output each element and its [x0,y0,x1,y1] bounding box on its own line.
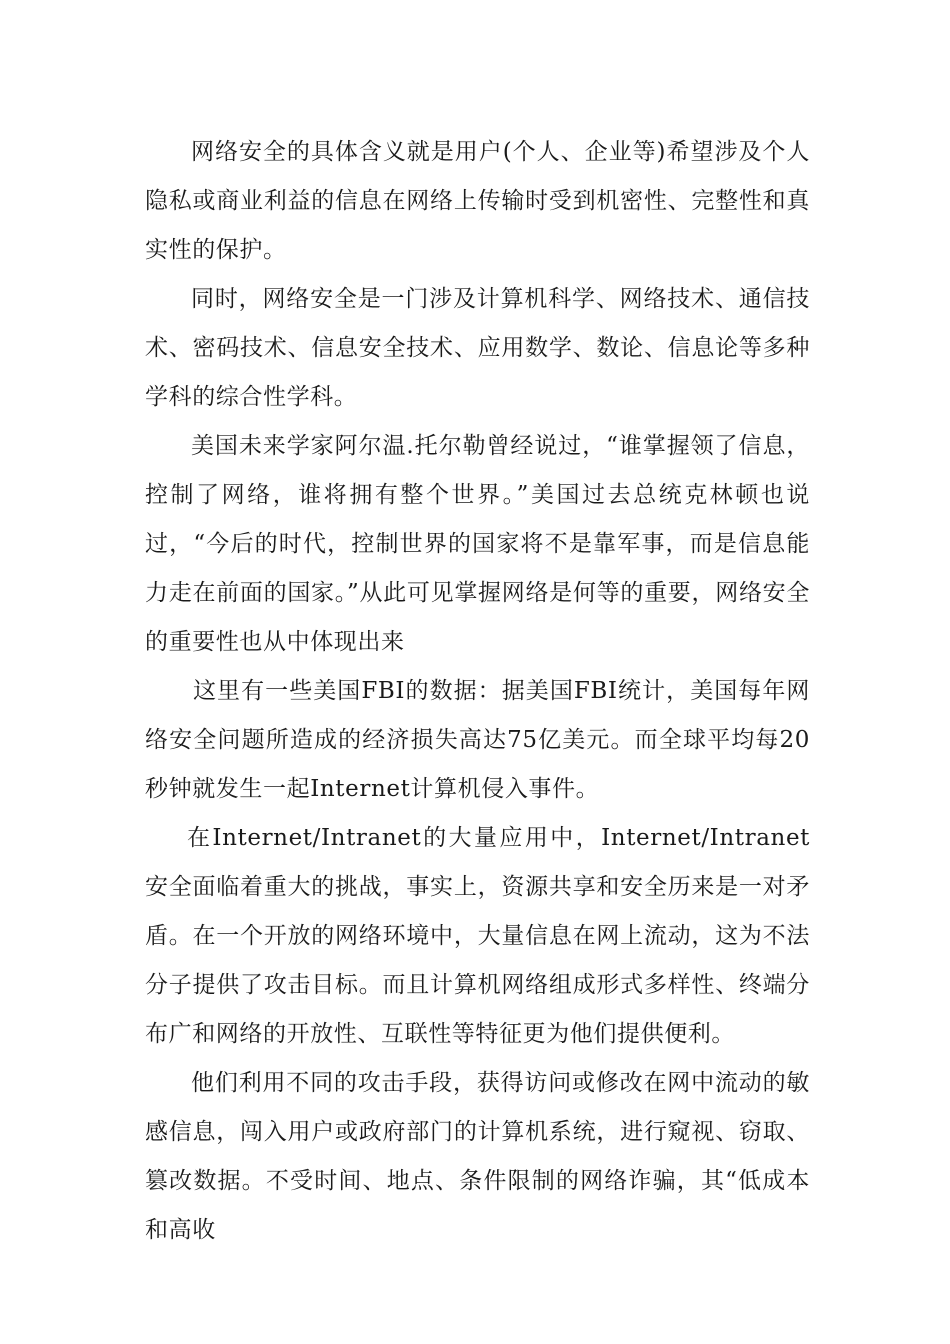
paragraph-interdisciplinary-subject: 同时，网络安全是一门涉及计算机科学、网络技术、通信技术、密码技术、信息安全技术、应用数学、数论、信息论等多种学科的综合性学科。 [145,286,810,410]
paragraph-internet-intranet-challenges: 在Internet/Intranet的大量应用中，Internet/Intranet安全面临着重大的挑战，事实上，资源共享和安全历来是一对矛盾。在一个开放的网络环境中，大量信息在网上流动，这为不法分子提供了攻击目标。而且计算机网络组成形式多样性、终端分布广和网络的开放性、互联性等特征更为他们提供便利。 [145,825,810,1047]
paragraph-fbi-statistics: 这里有一些美国FBI的数据：据美国FBI统计，美国每年网络安全问题所造成的经济损失高达75亿美元。而全球平均每20秒钟就发生一起Internet计算机侵入事件。 [145,678,810,802]
paragraph-network-security-definition: 网络安全的具体含义就是用户(个人、企业等)希望涉及个人隐私或商业利益的信息在网络上传输时受到机密性、完整性和真实性的保护。 [145,139,810,263]
document-body [145,128,810,1255]
paragraph-quotes-importance: 美国未来学家阿尔温.托尔勒曾经说过，“谁掌握领了信息，控制了网络，谁将拥有整个世界。”美国过去总统克林顿也说过，“今后的时代，控制世界的国家将不是靠军事，而是信息能力走在前面的国家。”从此可见掌握网络是何等的重要，网络安全的重要性也从中体现出来 [145,433,810,655]
paragraph-attack-methods: 他们利用不同的攻击手段，获得访问或修改在网中流动的敏感信息，闯入用户或政府部门的计算机系统，进行窥视、窃取、篡改数据。不受时间、地点、条件限制的网络诈骗，其“低成本和高收 [145,1070,810,1243]
